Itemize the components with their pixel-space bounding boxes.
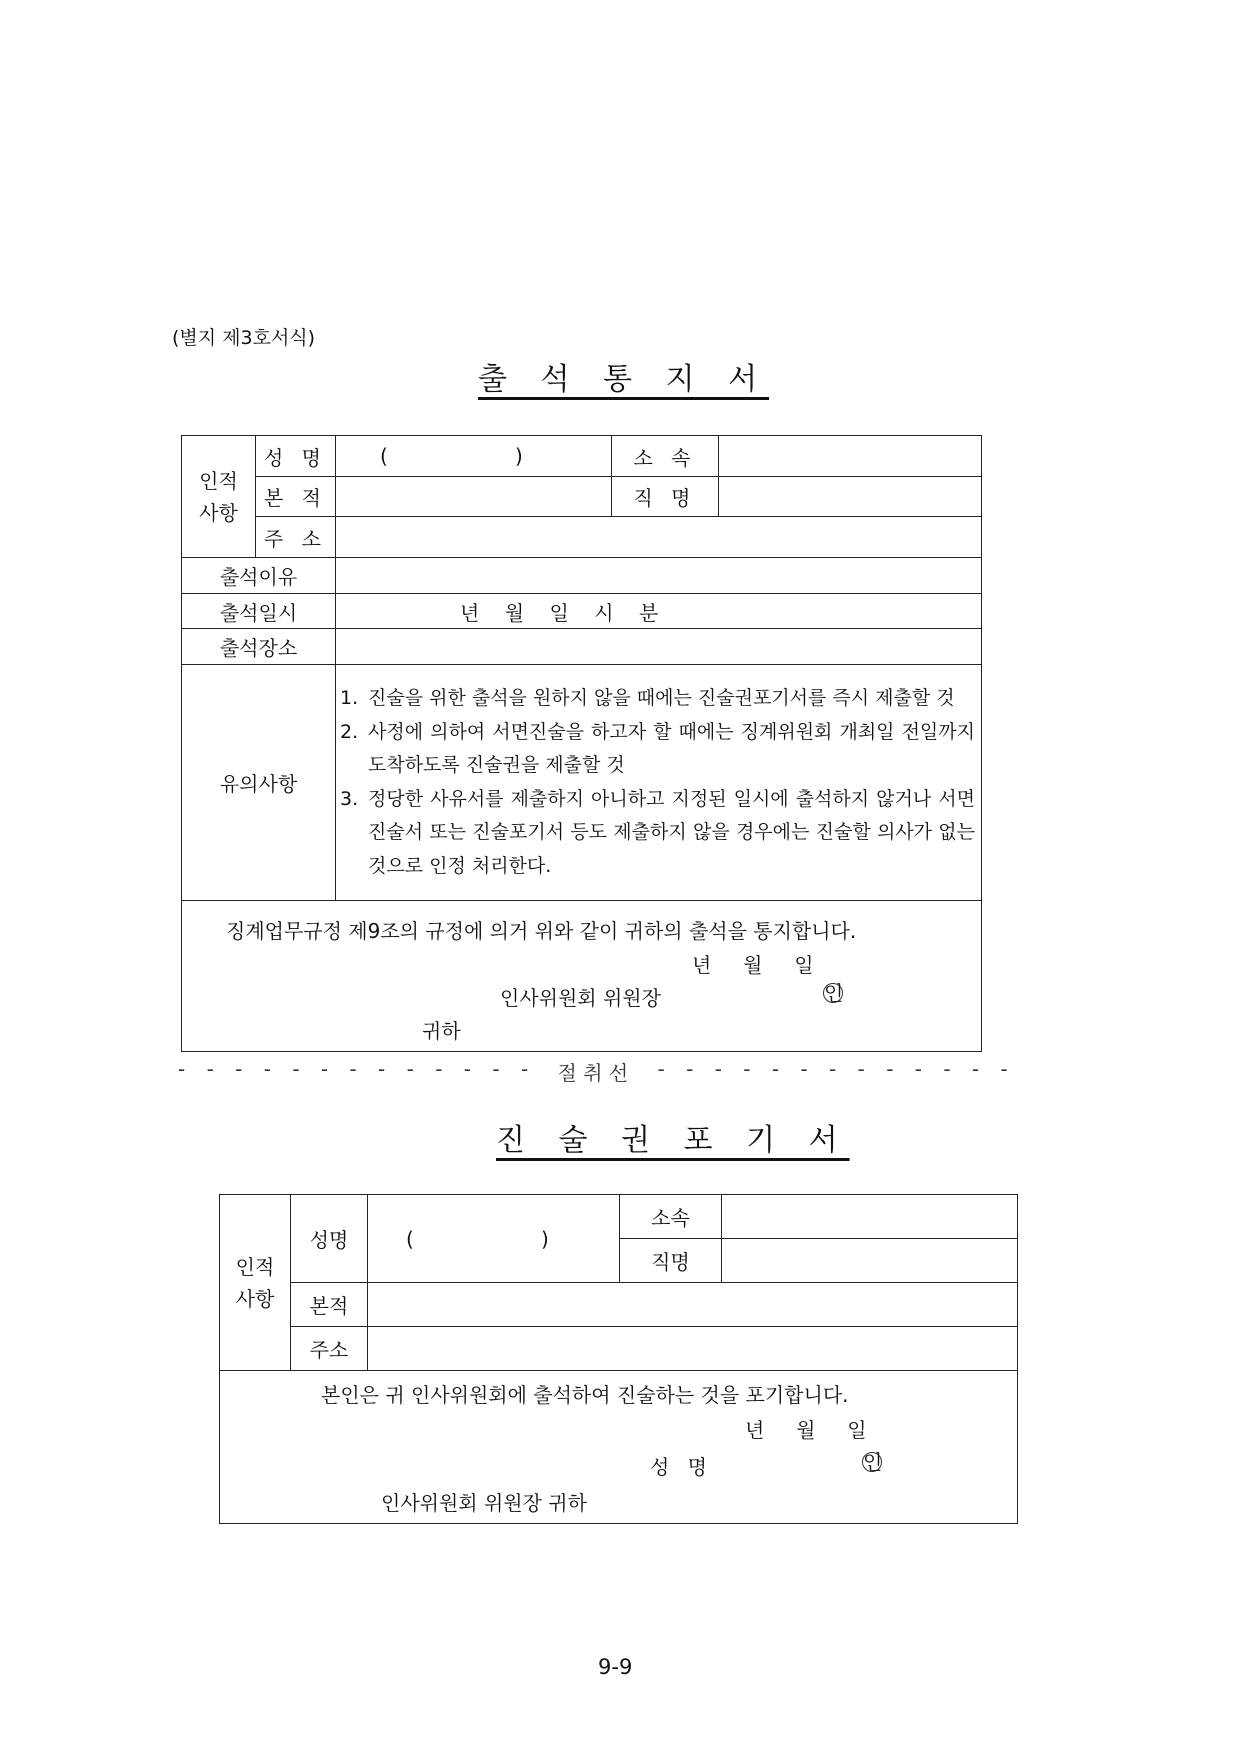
domicile-label: 본 적 — [256, 477, 336, 517]
notes-list — [336, 678, 981, 887]
notes-label: 유의사항 — [182, 665, 336, 901]
notice-date-line: 년 월 일 — [692, 953, 814, 977]
waiver-domicile-label: 본적 — [291, 1283, 368, 1327]
notice-table — [181, 435, 982, 1052]
affiliation-label: 소 속 — [612, 436, 719, 477]
reason-field[interactable] — [336, 558, 982, 594]
form-label: (별지 제3호서식) — [172, 327, 316, 349]
place-label: 출석장소 — [182, 629, 336, 665]
personal-info-label: 인적 사항 — [182, 436, 256, 558]
waiver-addressee: 인사위원회 위원장 귀하 — [381, 1491, 587, 1515]
waiver-table — [219, 1194, 1018, 1524]
place-field[interactable] — [336, 629, 982, 665]
waiver-signer-label: 성 명 — [650, 1455, 713, 1479]
waiver-date-line: 년 월 일 — [745, 1418, 867, 1442]
waiver-statement-cell: 본인은 귀 인사위원회에 출석하여 진술하는 것을 포기합니다. 년 월 일 성 명 인 인사위원회 위원장 귀하 — [220, 1371, 1018, 1524]
waiver-affiliation-field[interactable] — [722, 1195, 1018, 1239]
notice-signer: 인사위원회 위원장 — [500, 986, 661, 1010]
page-number: 9-9 — [598, 1655, 633, 1679]
notice-statement-cell: 징계업무규정 제9조의 규정에 의거 위와 같이 귀하의 출석을 통지합니다. 년 월 일 인사위원회 위원장 인 귀하 — [182, 901, 982, 1052]
address-label: 주 소 — [256, 517, 336, 558]
reason-label: 출석이유 — [182, 558, 336, 594]
note-item: 1. 진술을 위한 출석을 원하지 않을 때에는 진술권포기서를 즉시 제출할 것 — [340, 687, 955, 709]
affiliation-field[interactable] — [719, 436, 982, 477]
notice-title: 출 석 통 지 서 — [478, 362, 770, 397]
waiver-affiliation-label: 소속 — [620, 1195, 722, 1239]
position-label: 직 명 — [612, 477, 719, 517]
waiver-position-label: 직명 — [620, 1239, 722, 1283]
notes-cell — [336, 665, 982, 901]
domicile-field[interactable] — [336, 477, 612, 517]
datetime-field[interactable]: 년 월 일 시 분 — [336, 594, 982, 629]
note-item: 2. 사정에 의하여 서면진술을 하고자 할 때에는 징계위원회 개최일 전일까지 도착하도록 진술권을 제출할 것 — [340, 720, 975, 776]
waiver-domicile-field[interactable] — [368, 1283, 1018, 1327]
notice-statement: 징계업무규정 제9조의 규정에 의거 위와 같이 귀하의 출석을 통지합니다. — [226, 919, 857, 943]
cut-line-label: 절 취 선 — [557, 1061, 629, 1085]
waiver-address-label: 주소 — [291, 1327, 368, 1371]
waiver-position-field[interactable] — [722, 1239, 1018, 1283]
notice-addressee: 귀하 — [422, 1019, 461, 1043]
waiver-name-field[interactable]: ( ) — [368, 1195, 620, 1283]
waiver-personal-info-label: 인적 사항 — [220, 1195, 291, 1371]
waiver-name-label: 성명 — [291, 1195, 368, 1283]
name-label: 성 명 — [256, 436, 336, 477]
note-item: 3. 정당한 사유서를 제출하지 아니하고 지정된 일시에 출석하지 않거나 서면진술서 또는 진술포기서 등도 제출하지 않을 경우에는 진술할 의사가 없는 것으로 인정 처리한다. — [340, 787, 975, 877]
waiver-address-field[interactable] — [368, 1327, 1018, 1371]
datetime-label: 출석일시 — [182, 594, 336, 629]
cut-line: - - - - - - - - - - - - - 절 취 선 - - - - - - - - - - - - - — [178, 1057, 1008, 1085]
address-field[interactable] — [336, 517, 982, 558]
position-field[interactable] — [719, 477, 982, 517]
waiver-title: 진 술 권 포 기 서 — [496, 1123, 850, 1158]
waiver-statement: 본인은 귀 인사위원회에 출석하여 진술하는 것을 포기합니다. — [321, 1383, 849, 1407]
name-field[interactable]: ( ) — [336, 436, 612, 477]
